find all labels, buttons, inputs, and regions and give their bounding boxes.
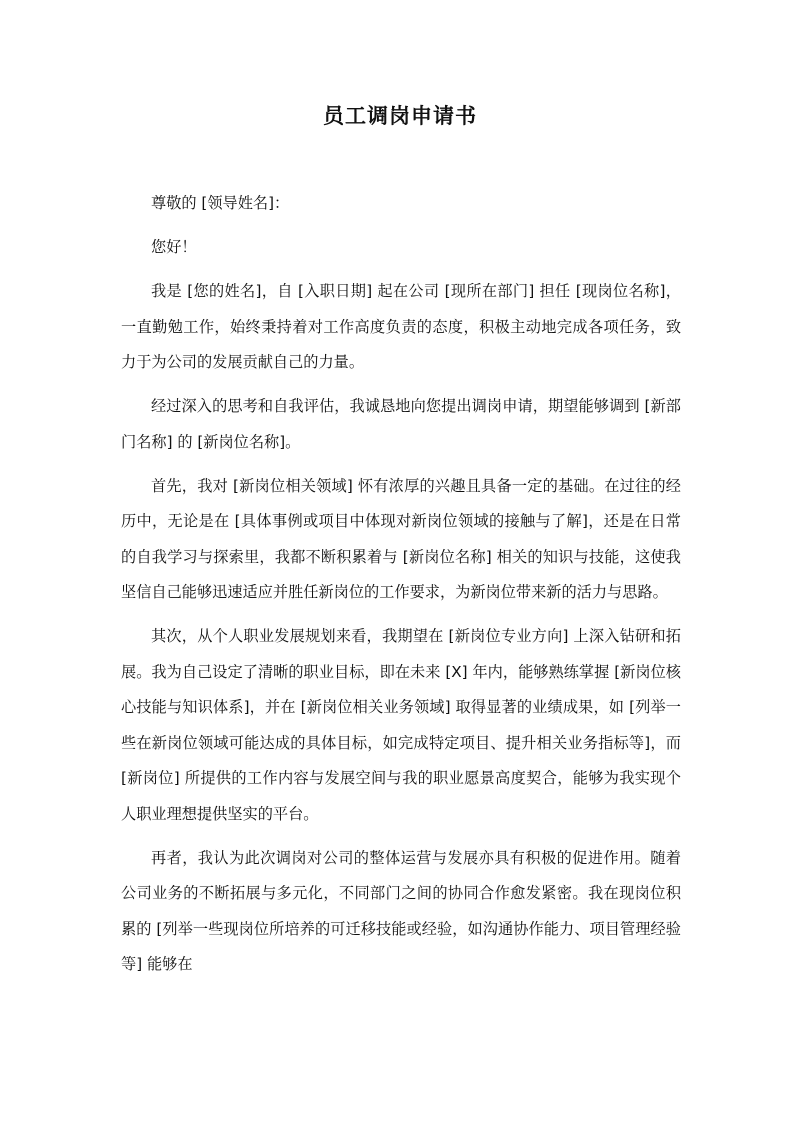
document-body (121, 186, 681, 991)
body-paragraph: 首先，我对 [新岗位相关领域] 怀有浓厚的兴趣且具备一定的基础。在过往的经历中，无论是在 [具体事例或项目中体现对新岗位领域的接触与了解]，还是在日常的自我学习与探索里，我都不断积累着与 [新岗位名称] 相关的知识与技能，这使我坚信自己能够迅速适应并胜任新岗位的工作要求，为新岗位带来新的活力与思路。 (121, 476, 681, 601)
body-paragraph: 经过深入的思考和自我评估，我诚恳地向您提出调岗申请，期望能够调到 [新部门名称] 的 [新岗位名称]。 (121, 397, 681, 451)
body-paragraph: 再者，我认为此次调岗对公司的整体运营与发展亦具有积极的促进作用。随着公司业务的不断拓展与多元化，不同部门之间的协同合作愈发紧密。我在现岗位积累的 [列举一些现岗位所培养的可迁移技能或经验，如沟通协作能力、项目管理经验等] 能够在 (121, 848, 681, 973)
page-title: 员工调岗申请书 (323, 104, 477, 128)
body-paragraph: 我是 [您的姓名]，自 [入职日期] 起在公司 [现所在部门] 担任 [现岗位名称]，一直勤勉工作，始终秉持着对工作高度负责的态度，积极主动地完成各项任务，致力于为公司的发展贡献自己的力量。 (121, 282, 681, 371)
body-paragraph: 其次，从个人职业发展规划来看，我期望在 [新岗位专业方向] 上深入钻研和拓展。我为自己设定了清晰的职业目标，即在未来 [X] 年内，能够熟练掌握 [新岗位核心技能与知识体系]，并在 [新岗位相关业务领域] 取得显著的业绩成果，如 [列举一些在新岗位领域可能达成的具体目标，如完成特定项目、提升相关业务指标等]，而 [新岗位] 所提供的工作内容与发展空间与我的职业愿景高度契合，能够为我实现个人职业理想提供坚实的平台。 (121, 627, 681, 823)
greeting-paragraph: 您好！ (151, 238, 197, 256)
salutation-paragraph: 尊敬的 [领导姓名]： (151, 194, 290, 212)
